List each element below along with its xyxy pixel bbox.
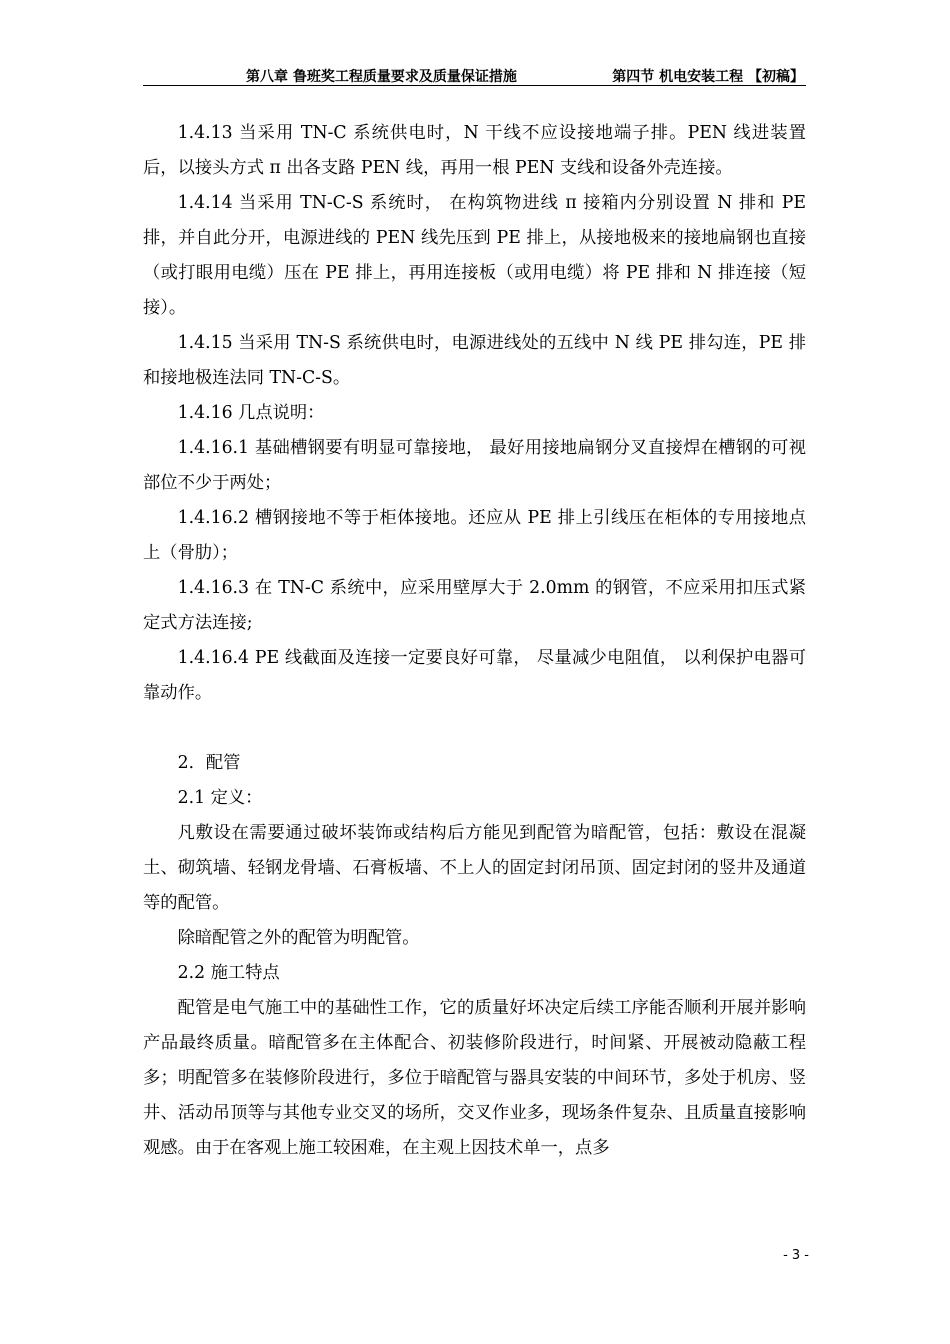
paragraph-1-4-14: 1.4.14 当采用 TN-C-S 系统时， 在构筑物进线 π 接箱内分别设置 N 排和 PE 排，并自此分开，电源进线的 PEN 线先压到 PE 排上，从接地极来的接地扁钢也直接（或打眼用电缆）压在 PE 排上，再用连接板（或用电缆）将 PE 排和 N 排连接（短接）。 [143,193,806,318]
paragraph-1-4-15: 1.4.15 当采用 TN-S 系统供电时，电源进线处的五线中 N 线 PE 排勾连，PE 排和接地极连法同 TN-C-S。 [143,333,806,388]
paragraph-1-4-16-3: 1.4.16.3 在 TN-C 系统中，应采用壁厚大于 2.0mm 的钢管，不应采用扣压式紧定式方法连接; [143,578,806,633]
section-heading-piping: 2．配管 [177,753,241,773]
paragraph-construction-features: 配管是电气施工中的基础性工作，它的质量好坏决定后续工序能否顺利开展并影响产品最终质量。暗配管多在主体配合、初装修阶段进行，时间紧、开展被动隐蔽工程多；明配管多在装修阶段进行，多位于暗配管与器具安装的中间环节，多处于机房、竖井、活动吊顶等与其他专业交叉的场所，交叉作业多，现场条件复杂、且质量直接影响观感。由于在客观上施工较困难，在主观上因技术单一，点多 [143,998,806,1158]
blank-line [143,711,806,746]
paragraph-1-4-16-1: 1.4.16.1 基础槽钢要有明显可靠接地， 最好用接地扁钢分叉直接焊在槽钢的可视部位不少于两处； [143,438,806,493]
paragraph-concealed-piping: 凡敷设在需要通过破坏装饰或结构后方能见到配管为暗配管，包括：敷设在混凝土、砌筑墙、轻钢龙骨墙、石膏板墙、不上人的固定封闭吊顶、固定封闭的竖井及通道等的配管。 [143,823,806,913]
paragraph-1-4-16: 1.4.16 几点说明： [177,403,325,423]
subheading-definition: 2.1 定义： [177,788,263,808]
document-body [143,116,806,1166]
subheading-construction-features: 2.2 施工特点 [177,963,280,983]
header-section-title: 第四节 机电安装工程 【初稿】 [612,69,804,85]
header-chapter-title: 第八章 鲁班奖工程质量要求及质量保证措施 [246,69,517,85]
page-number: - 3 - [783,1248,809,1263]
paragraph-exposed-piping: 除暗配管之外的配管为明配管。 [177,928,420,948]
paragraph-1-4-13: 1.4.13 当采用 TN-C 系统供电时，N 干线不应设接地端子排。PEN 线进装置后，以接头方式 π 出各支路 PEN 线，再用一根 PEN 支线和设备外壳连接。 [143,123,806,178]
paragraph-1-4-16-4: 1.4.16.4 PE 线截面及连接一定要良好可靠， 尽量减少电阻值， 以利保护电器可靠动作。 [143,648,806,703]
page-header [143,64,806,86]
paragraph-1-4-16-2: 1.4.16.2 槽钢接地不等于柜体接地。还应从 PE 排上引线压在柜体的专用接地点上（骨肋）； [143,508,806,563]
